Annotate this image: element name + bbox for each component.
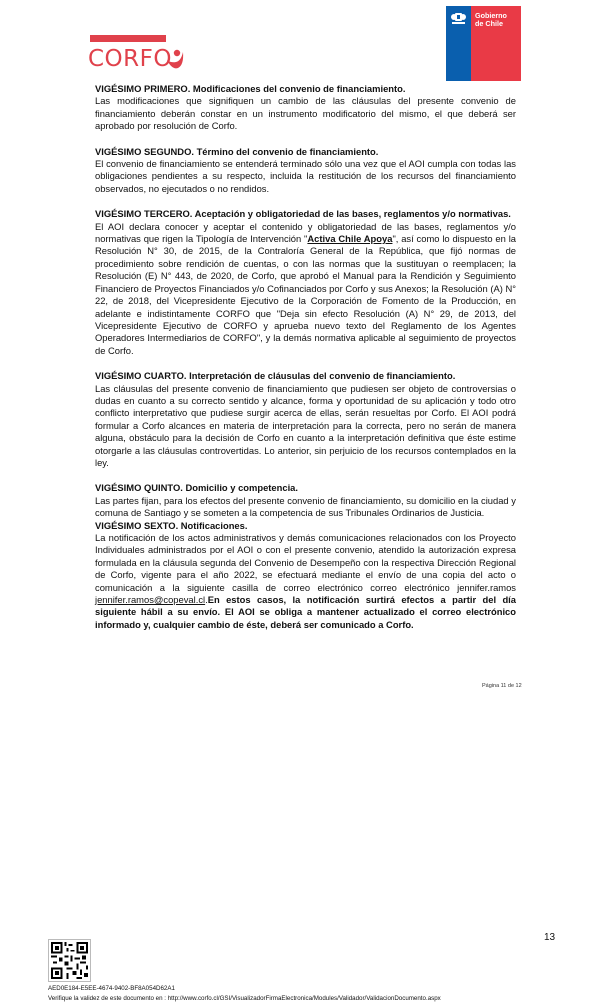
- clause-heading: VIGÉSIMO QUINTO. Domicilio y competencia.: [95, 482, 298, 494]
- clause-22: [95, 146, 516, 196]
- clause-heading: VIGÉSIMO SEGUNDO. Término del convenio de financiamiento.: [95, 145, 379, 157]
- page-number: 13: [544, 932, 556, 943]
- clause-25: [95, 482, 516, 519]
- gob-text-line2: de Chile: [475, 19, 503, 28]
- clause-heading: VIGÉSIMO SEXTO. Notificaciones.: [95, 519, 248, 531]
- qr-code-icon: [48, 939, 91, 982]
- clause-text-post: ", así como lo dispuesto en la Resolución N° 30, de 2015, de la Contraloría General de la República, que fijó normas de procedimiento sobre rendición de cuentas, o con las normas que la sustituyan o reemplacen; la Resolución (E) N° 443, de 2020, de Corfo, que aprobó el Manual para la Rendición y Seguimiento Financiero de Proyectos Financiados y/o Cofinanciados por Corfo y sus Anexos; la Resolución (A) N° 22, de 2018, del Vicepresidente Ejecutivo de la Corporación de Fomento de la Producción, en adelante e indistintamente CORFO que "Deja sin efecto Resolución (A) N° 29, de 2013, del Vicepresidente Ejecutivo de CORFO y aprueba nuevo texto del Reglamento de los Agentes Operadores Intermediarios de CORFO", y la demás normativa aplicable al seguimiento de proyectos de Corfo.: [95, 233, 516, 356]
- tipologia-link[interactable]: Activa Chile Apoya: [307, 233, 393, 245]
- clause-24: [95, 370, 516, 469]
- verification-text: Verifique la validez de este documento en : http://www.corfo.cl/GSI/VisualizadorFirmaElectronica/Modules/Validador/ValidacionDocumento.aspx: [48, 995, 441, 1002]
- gob-text-line1: Gobierno: [475, 11, 507, 20]
- clause-text: Las modificaciones que signifiquen un cambio de las cláusulas del presente convenio de financiamiento deberán constar en un instrumento modificatorio del mismo, el que deberá ser aprobado por resolución de Corfo.: [95, 95, 516, 132]
- clause-26: [95, 520, 516, 632]
- email-link[interactable]: jennifer.ramos@copeval.cl: [95, 594, 206, 606]
- gob-blue-panel: [446, 6, 471, 81]
- clause-text: El convenio de financiamiento se entenderá terminado sólo una vez que el AOI cumpla con todas las obligaciones pendientes a su respecto, incluida la restitución de los recursos del financiamiento observados, no ejecutados o no rendidos.: [95, 158, 516, 194]
- document-hash: AED0E184-E5EE-4674-9402-BF8A054D62A1: [48, 985, 175, 992]
- clause-heading: VIGÉSIMO TERCERO. Aceptación y obligatoriedad de las bases, reglamentos y/o normativas.: [95, 208, 511, 220]
- clause-21: [95, 83, 516, 133]
- clause-heading: VIGÉSIMO PRIMERO. Modificaciones del convenio de financiamiento.: [95, 83, 406, 94]
- corfo-logo-bar: [90, 35, 166, 42]
- corfo-figure-icon: [164, 48, 186, 72]
- clause-text: [95, 221, 516, 357]
- document-body: [95, 83, 516, 631]
- clause-text-bold: En estos casos, la notificación surtirá efectos a partir del día siguiente hábil a su envío. El AOI se obliga a mantener actualizado el correo electrónico informado y, cualquier cambio de éste, deberá ser comunicado a Corfo.: [95, 594, 516, 630]
- clause-23: [95, 208, 516, 357]
- page-label: Página 11 de 12: [482, 683, 522, 689]
- gobierno-de-chile-logo: [446, 6, 521, 81]
- clause-text-pre: El AOI declara conocer y aceptar el contenido y obligatoriedad de las bases, reglamentos y/o normativas que rigen la Tipología de Intervención ": [95, 220, 516, 245]
- clause-text: [95, 532, 516, 631]
- clause-text-pre: La notificación de los actos administrativos y demás comunicaciones relacionados con los Proyecto Individuales administrados por el AOI o con el presente convenio, atendido la autorización expresa formulada en la cláusula segunda del Convenio de Desempeño con la respectiva Dirección Regional de Corfo, vigente para el año 2022, se efectuará mediante el envío de una copia del acto o comunicación a la siguiente casilla de correo electrónico correo electrónico jennifer.ramos: [95, 532, 516, 593]
- gob-red-panel: [471, 6, 521, 81]
- clause-text: Las cláusulas del presente convenio de financiamiento que pudiesen ser objeto de controversias o dudas en cuanto a su correcto sentido y alcance, forma y oportunidad de su aplicación y todo otro conflicto interpretativo que pudiese surgir acerca de ellas, serán resueltas por Corfo. El AOI podrá formular a Corfo alcances en materia de interpretación para la correcta, pero no serán de manera alguna, obstáculo para la decisión de Corfo en cuanto a la interpretación definitiva que éste estime otorgarle a las cláusulas controvertidas. Lo anterior, sin perjuicio de los recursos contemplados en la ley.: [95, 382, 516, 468]
- corfo-logo-text: CORFO: [88, 46, 172, 72]
- clause-heading: VIGÉSIMO CUARTO. Interpretación de cláusulas del convenio de financiamiento.: [95, 370, 456, 382]
- clause-text-post: .: [205, 594, 208, 606]
- chile-coat-of-arms-icon: [450, 11, 467, 25]
- clause-text: Las partes fijan, para los efectos del presente convenio de financiamiento, su domicilio en la ciudad y comuna de Santiago y se someten a la competencia de sus Tribunales Ordinarios de Justicia.: [95, 494, 516, 519]
